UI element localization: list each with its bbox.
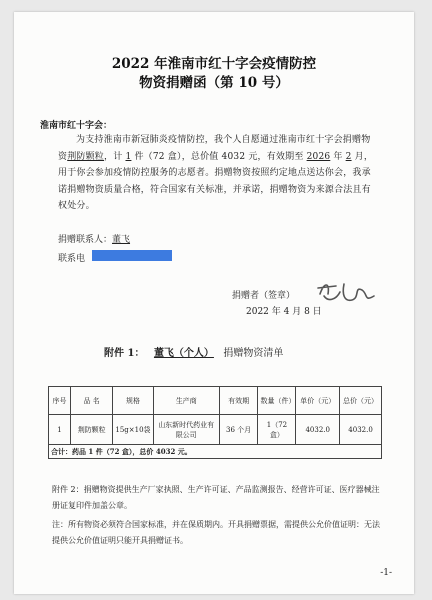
cell-no: 1 [49,415,71,445]
attachment-2: 附件 2：捐赠物资提供生产厂家执照、生产许可证、产品监测报告、经营许可证、医疗器械注册证复印件加盖公章。 [52,485,380,510]
attachment-1-heading [104,344,283,359]
table-header-row [49,387,382,415]
donation-items-table [48,386,382,459]
attachment-1-label: 附件 1： [104,348,145,359]
table-footer: 合计：药品 1 件（72 盒），总价 4032 元。 [49,445,382,459]
attachment-1-donor: 董飞（个人） [153,348,214,359]
letter-body [58,132,376,215]
attachment-1-title: 捐赠物资清单 [223,348,284,359]
signer-label: 捐赠者（签章） [232,291,296,301]
table-footer-row [49,445,382,459]
body-expiry-year: 2026 [306,151,331,162]
header-total: 总价（元） [340,387,382,415]
phone-redaction [92,250,172,261]
body-part-e: 月，用于你会参加疫情防控服务的志愿者。捐赠物资按照约定地点送达你会，我承诺捐赠物资质量合格，符合国家有关标准，并承诺，捐赠物资为来源合法且有权处分。 [58,151,374,212]
page-number: -1- [380,568,392,578]
document-page [14,12,414,594]
body-quantity: 1 [125,151,132,162]
cell-maker: 山东新时代药业有限公司 [153,415,219,445]
cell-qty: 1（72 盒） [258,415,296,445]
body-part-a: 为支持淮南市新冠肺炎疫情防控，我个人自愿通过淮南市红十字会捐赠物资 [58,135,371,162]
cell-valid: 36 个月 [219,415,258,445]
header-maker: 生产商 [153,387,219,415]
header-no: 序号 [49,387,71,415]
date: 2022 年 4 月 8 日 [246,307,322,317]
handwritten-signature [314,276,378,306]
salutation: 淮南市红十字会： [40,121,113,131]
cell-spec: 15g×10袋 [113,415,153,445]
footnote: 注：所有物资必须符合国家标准，并在保质期内。开具捐赠票据，需提供公允价值证明：无法提供公允价值证明只能开具捐赠证书。 [52,520,380,545]
contact-label: 捐赠联系人： [58,235,113,245]
body-part-d: 年 [333,151,343,162]
cell-total: 4032.0 [340,415,382,445]
title-line-2: 物资捐赠函（第 10 号） [139,75,289,91]
contact-line [58,232,130,245]
table-row [49,415,382,445]
body-part-b: ，计 [104,151,123,162]
title-line-1: 2022 年淮南市红十字会疫情防控 [111,56,317,72]
header-name: 品 名 [71,387,113,415]
header-price: 单价（元） [296,387,340,415]
header-spec: 规格 [113,387,153,415]
body-item-name: 荆防颗粒 [67,151,105,162]
header-qty: 数量（件） [258,387,296,415]
cell-name: 荆防颗粒 [71,415,113,445]
phone-label: 联系电 [58,254,86,264]
contact-name: 董飞 [112,235,131,245]
header-valid: 有效期 [219,387,258,415]
body-part-c: 件（72 盒），总价值 4032 元，有效期至 [134,151,304,162]
body-expiry-month: 2 [345,151,352,162]
cell-price: 4032.0 [296,415,340,445]
